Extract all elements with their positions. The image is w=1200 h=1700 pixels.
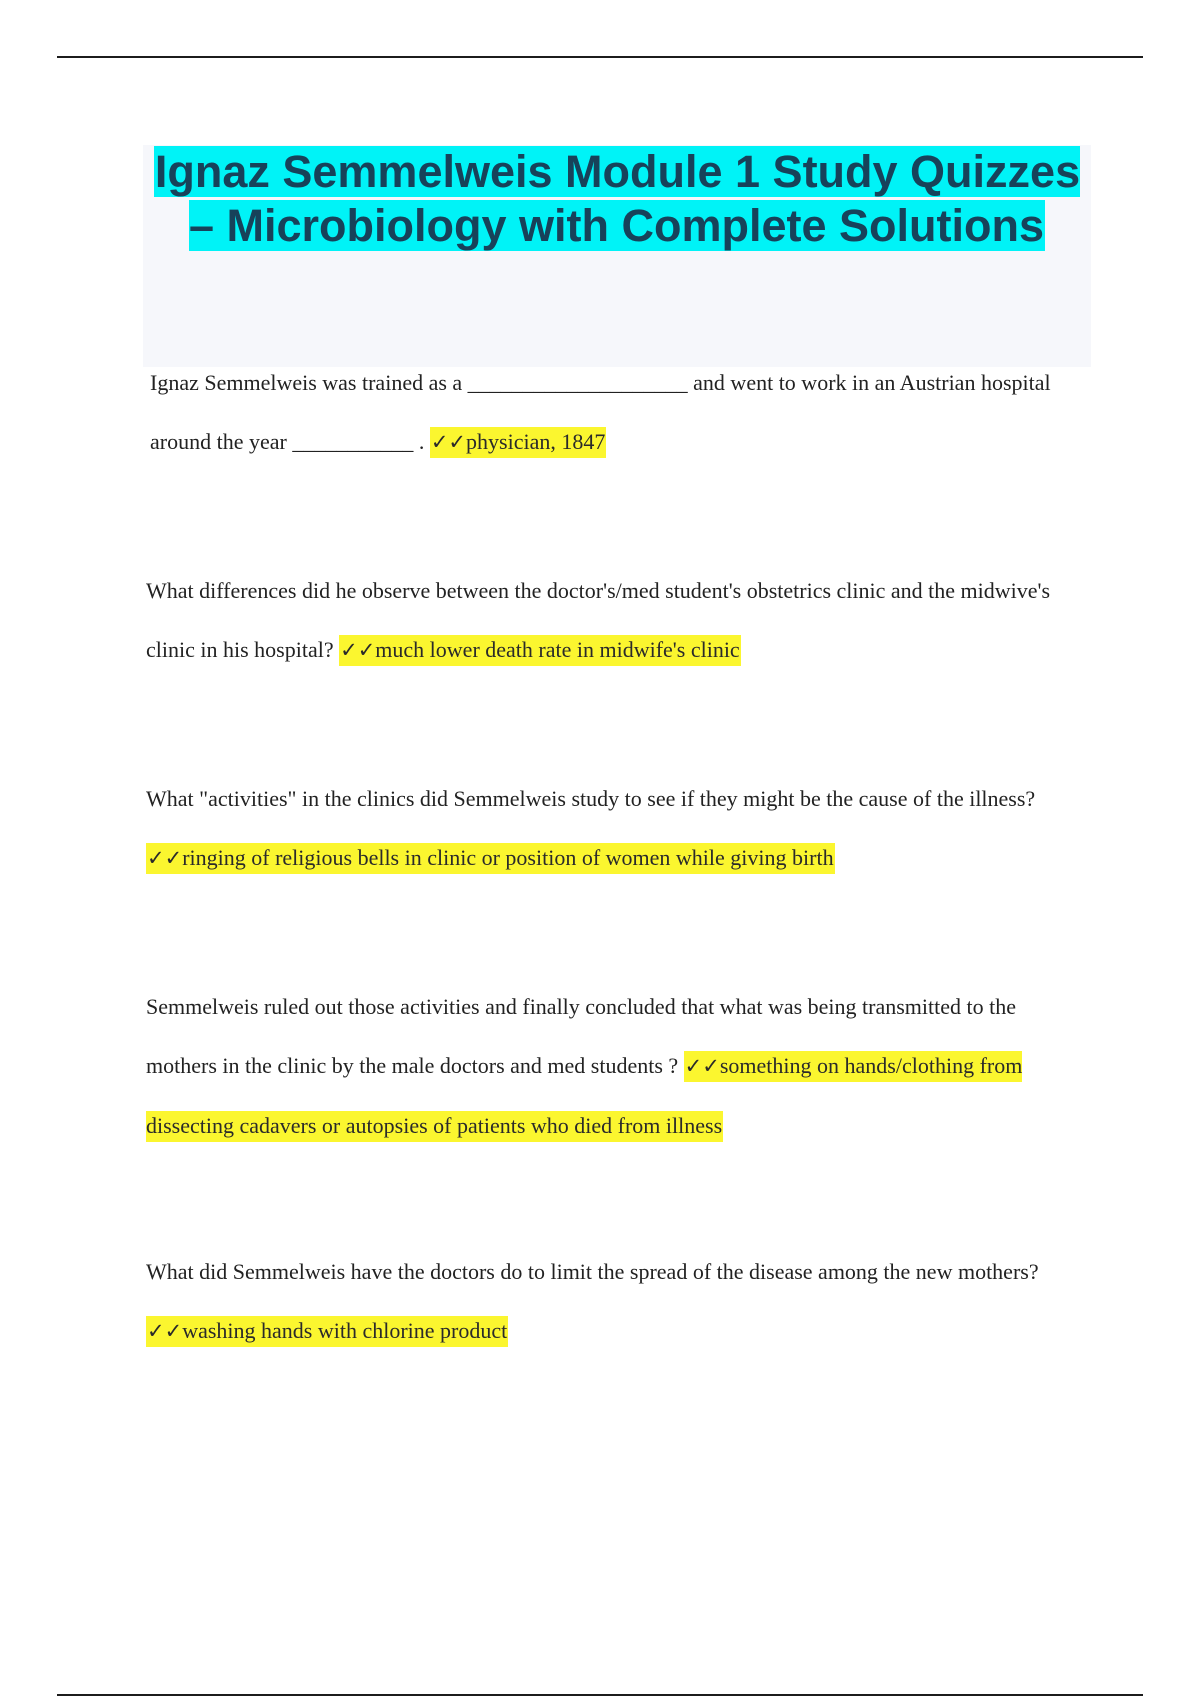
page-title — [143, 145, 1091, 253]
question-text: What "activities" in the clinics did Semmelweis study to see if they might be the cause of the illness? — [146, 786, 1036, 811]
double-check-icon: ✓✓ — [430, 430, 467, 454]
qa-item — [146, 561, 1076, 680]
answer-text: much lower death rate in midwife's clinic — [375, 637, 740, 662]
qa-item — [146, 1242, 1076, 1361]
answer-highlight — [146, 1316, 508, 1347]
question-text: Ignaz Semmelweis was trained as a ____________________ and went to work in an Austrian hospital around the year ___________ . — [150, 370, 1051, 454]
top-rule — [57, 56, 1143, 58]
answer-highlight — [146, 843, 835, 874]
answer-text: physician, 1847 — [466, 429, 606, 454]
title-box — [143, 145, 1091, 367]
double-check-icon: ✓✓ — [147, 1319, 183, 1343]
double-check-icon: ✓✓ — [684, 1054, 720, 1078]
answer-highlight — [339, 635, 741, 666]
question-text: What differences did he observe between the doctor's/med student's obstetrics clinic and the midwive's clinic in his hospital? — [146, 578, 1051, 662]
double-check-icon: ✓✓ — [147, 846, 183, 870]
question-text: What did Semmelweis have the doctors do to limit the spread of the disease among the new mothers? — [146, 1259, 1039, 1284]
bottom-rule — [57, 1694, 1143, 1696]
page-title-text: Ignaz Semmelweis Module 1 Study Quizzes – Microbiology with Complete Solutions — [154, 146, 1081, 251]
question-text: Semmelweis ruled out those activities and finally concluded that what was being transmitted to the mothers in the clinic by the male doctors and med students ? — [146, 994, 1017, 1078]
qa-item — [150, 353, 1080, 472]
qa-item — [146, 769, 1076, 888]
answer-text: washing hands with chlorine product — [182, 1318, 508, 1343]
qa-item — [146, 977, 1076, 1155]
answer-highlight — [430, 427, 607, 458]
double-check-icon: ✓✓ — [340, 638, 376, 662]
answer-text: something on hands/clothing from dissecting cadavers or autopsies of patients who died from illness — [146, 1053, 1023, 1138]
answer-text: ringing of religious bells in clinic or position of women while giving birth — [182, 845, 834, 870]
